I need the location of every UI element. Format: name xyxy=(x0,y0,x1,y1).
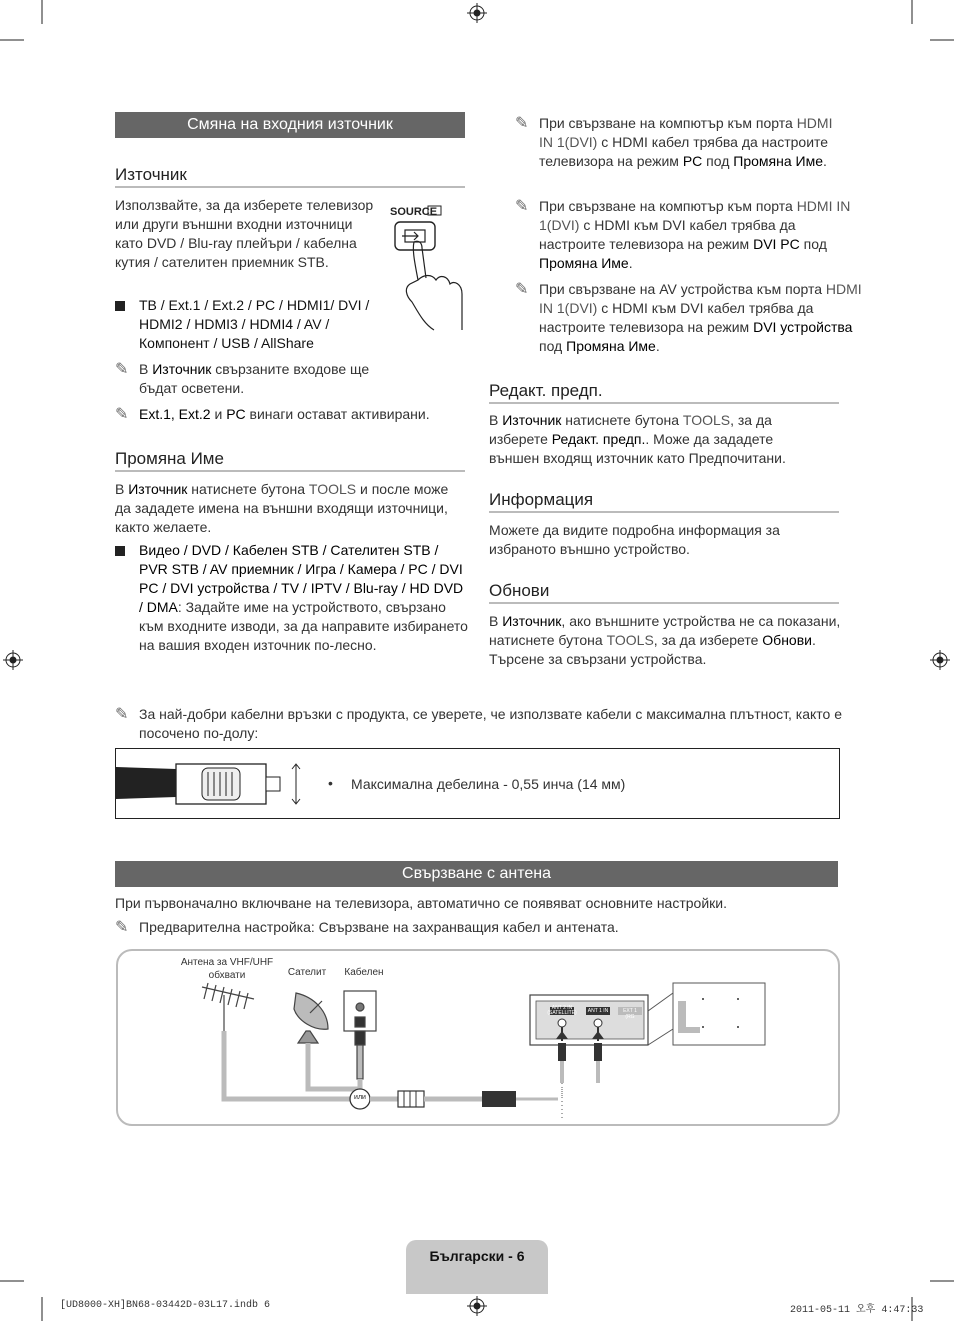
n3-a: При свързване на AV устройства към порта xyxy=(539,281,826,297)
port-ant2-label-1: ANT 2 IN xyxy=(551,1005,573,1011)
n1-f: Промяна Име xyxy=(733,153,824,169)
edit-c: натиснете бутона xyxy=(561,412,683,428)
port-ant2-label-2: (SATELLITE) xyxy=(547,1010,577,1016)
refresh-d: TOOLS xyxy=(606,632,654,648)
heading-rename: Промяна Име xyxy=(115,449,465,472)
antenna-label-2: обхвати xyxy=(208,970,246,981)
source-button-illustration xyxy=(388,200,468,335)
edit-b: Източник xyxy=(502,412,562,428)
n2-g: . xyxy=(628,255,633,271)
vhf-antenna-icon xyxy=(202,983,254,1031)
footer-file: [UD8000-XH]BN68-03442D-03L17.indb 6 xyxy=(60,1300,271,1311)
antenna-wiring-svg xyxy=(118,951,838,1124)
cable-outlet-icon xyxy=(344,991,376,1079)
refresh-f: Обнови xyxy=(762,632,812,648)
note2-b: и xyxy=(210,406,227,422)
heading-edit-pref: Редакт. предп. xyxy=(489,381,839,404)
rename-bullet-text: : Задайте име на устройството, свързано към входните изводи, за да направите избирането на вашия входен източник по-лесно. xyxy=(139,599,468,653)
n2-c: с HDMI към DVI кабел трябва да настроите телевизора на режим xyxy=(539,217,796,252)
edit-a: В xyxy=(489,412,503,428)
source-hand-icon xyxy=(388,200,468,335)
refresh-text xyxy=(489,612,841,669)
info-text: Можете да видите подробна информация за избраното външно устройство. xyxy=(489,522,780,557)
rename-e: и после може да зададете имена на външни входящи източници, както желаете. xyxy=(115,481,449,535)
heading-info: Информация xyxy=(489,490,839,513)
n2-e: под xyxy=(799,236,827,252)
pencil-note-icon: ✎ xyxy=(115,706,129,723)
rename-bullet-bold: Видео / DVD / Кабелен STB / Сателитен STB / PVR STB / AV приемник / Игра / Камера / PC / DVI PC / DVI устройства / TV / IPTV / Blu-ray / HD DVD / DMA xyxy=(139,542,464,615)
heading-source: Източник xyxy=(115,165,465,188)
source-bullet xyxy=(115,296,399,353)
n3-e: под xyxy=(539,338,567,354)
n3-g: . xyxy=(655,338,660,354)
heading-refresh: Обнови xyxy=(489,581,839,604)
page-number-tab xyxy=(406,1240,548,1294)
n1-c: с HDMI кабел трябва да настроите телевизора на режим xyxy=(539,134,829,169)
note1-a: В xyxy=(139,361,153,377)
n3-c: с HDMI към DVI кабел трябва да настроите телевизора на режим xyxy=(539,300,814,335)
refresh-c: , ако външните устройства не са показани, натиснете бутона xyxy=(489,613,841,648)
rename-b: Източник xyxy=(128,481,188,497)
note-cable xyxy=(115,705,859,743)
note2-d: винаги остават активирани. xyxy=(245,406,430,422)
page-number-label: Български - 6 xyxy=(429,1248,525,1264)
edit-pref-text xyxy=(489,411,809,468)
section-bar-antenna: Свързване с антена xyxy=(115,861,838,887)
source-text: Използвайте, за да изберете телевизор или други външни входни източници като DVD / Blu-ray плейъри / кабелна кутия / сателитен приемник STB. xyxy=(115,197,374,270)
note2-a: Ext.1, Ext.2 xyxy=(139,406,211,422)
cable-bullet-text: Максимална дебелина - 0,55 инча (14 мм) xyxy=(351,776,626,792)
note-source-highlight xyxy=(115,360,399,398)
section-bar-change-input: Смяна на входния източник xyxy=(115,112,465,138)
refresh-e: , за да изберете xyxy=(653,632,763,648)
n2-d: DVI PC xyxy=(753,236,800,252)
edit-d: TOOLS xyxy=(682,412,731,428)
n1-e: под xyxy=(702,153,734,169)
edit-g: . Може да зададете външен входящ източник като Предпочитани. xyxy=(489,431,786,466)
bullet-dot: • xyxy=(328,775,333,791)
rename-bullet xyxy=(115,541,469,655)
rename-a: В xyxy=(115,481,129,497)
note-antenna xyxy=(115,918,839,937)
n1-g: . xyxy=(823,153,827,169)
antenna-label-1: Антена за VHF/UHF xyxy=(180,957,274,968)
source-bullet-text: TB / Ext.1 / Ext.2 / PC / HDMI1/ DVI / HDMI2 / HDMI3 / HDMI4 / AV / Компонент / USB / AllShare xyxy=(139,297,370,351)
cable-box xyxy=(115,748,840,819)
pencil-note-icon: ✎ xyxy=(515,281,529,298)
antenna-text: При първоначално включване на телевизора, автоматично се появяват основните настройки. xyxy=(115,895,727,911)
hdmi-cable-icon xyxy=(116,749,306,818)
antenna-note-text: Предварителна настройка: Свързване на захранващия кабел и антената. xyxy=(139,919,619,935)
rename-text xyxy=(115,480,467,537)
pencil-note-icon: ✎ xyxy=(515,115,529,132)
pencil-note-icon: ✎ xyxy=(115,361,129,378)
n2-b: HDMI IN 1(DVI) xyxy=(539,198,851,233)
footer-date: 2011-05-11 오후 4:47:33 xyxy=(790,1305,924,1316)
pencil-note-icon: ✎ xyxy=(115,919,129,936)
edit-f: Редакт. предп. xyxy=(551,431,646,447)
note1-b: Източник xyxy=(152,361,212,377)
port-ext-label: EXT 1 (RG xyxy=(623,1008,637,1020)
cable-label: Кабелен xyxy=(344,967,384,978)
antenna-diagram xyxy=(116,949,840,1126)
cable-note-text: За най-добри кабелни връзки с продукта, се уверете, че използвате кабели с максимална плътност, както е посочено по-долу: xyxy=(139,706,843,741)
n1-a: При свързване на компютър към порта xyxy=(539,115,797,131)
n2-f: Промяна Име xyxy=(539,255,629,271)
pencil-note-icon: ✎ xyxy=(115,406,129,423)
note1-c: свързаните входове ще бъдат осветени. xyxy=(139,361,370,396)
note-ext-always-active xyxy=(115,405,489,424)
n1-b: HDMI IN 1(DVI) xyxy=(539,115,833,150)
refresh-a: В xyxy=(489,613,503,629)
edit-e: , за да изберете xyxy=(489,412,772,447)
port-ant1-label: ANT 1 IN xyxy=(587,1008,609,1014)
rename-c: натиснете бутона xyxy=(187,481,309,497)
n3-b: HDMI IN 1(DVI) xyxy=(539,281,862,316)
n1-d: PC xyxy=(682,153,703,169)
n3-f: Промяна Име xyxy=(566,338,656,354)
note-av-devices xyxy=(515,280,863,356)
note-hdmi-pc xyxy=(515,114,849,171)
n2-a: При свързване на компютър към порта xyxy=(539,198,797,214)
n3-d: DVI устройства xyxy=(753,319,853,335)
source-label: SOURCE xyxy=(390,206,438,218)
rename-d: TOOLS xyxy=(308,481,357,497)
pencil-note-icon: ✎ xyxy=(515,198,529,215)
or-label: или xyxy=(354,1094,366,1101)
refresh-b: Източник xyxy=(502,613,562,629)
refresh-g: . Търсене за свързани устройства. xyxy=(489,632,816,667)
satellite-label: Сателит xyxy=(287,967,327,978)
note-hdmi-dvi-pc xyxy=(515,197,854,273)
satellite-dish-icon xyxy=(294,993,328,1043)
note2-c: PC xyxy=(226,406,246,422)
